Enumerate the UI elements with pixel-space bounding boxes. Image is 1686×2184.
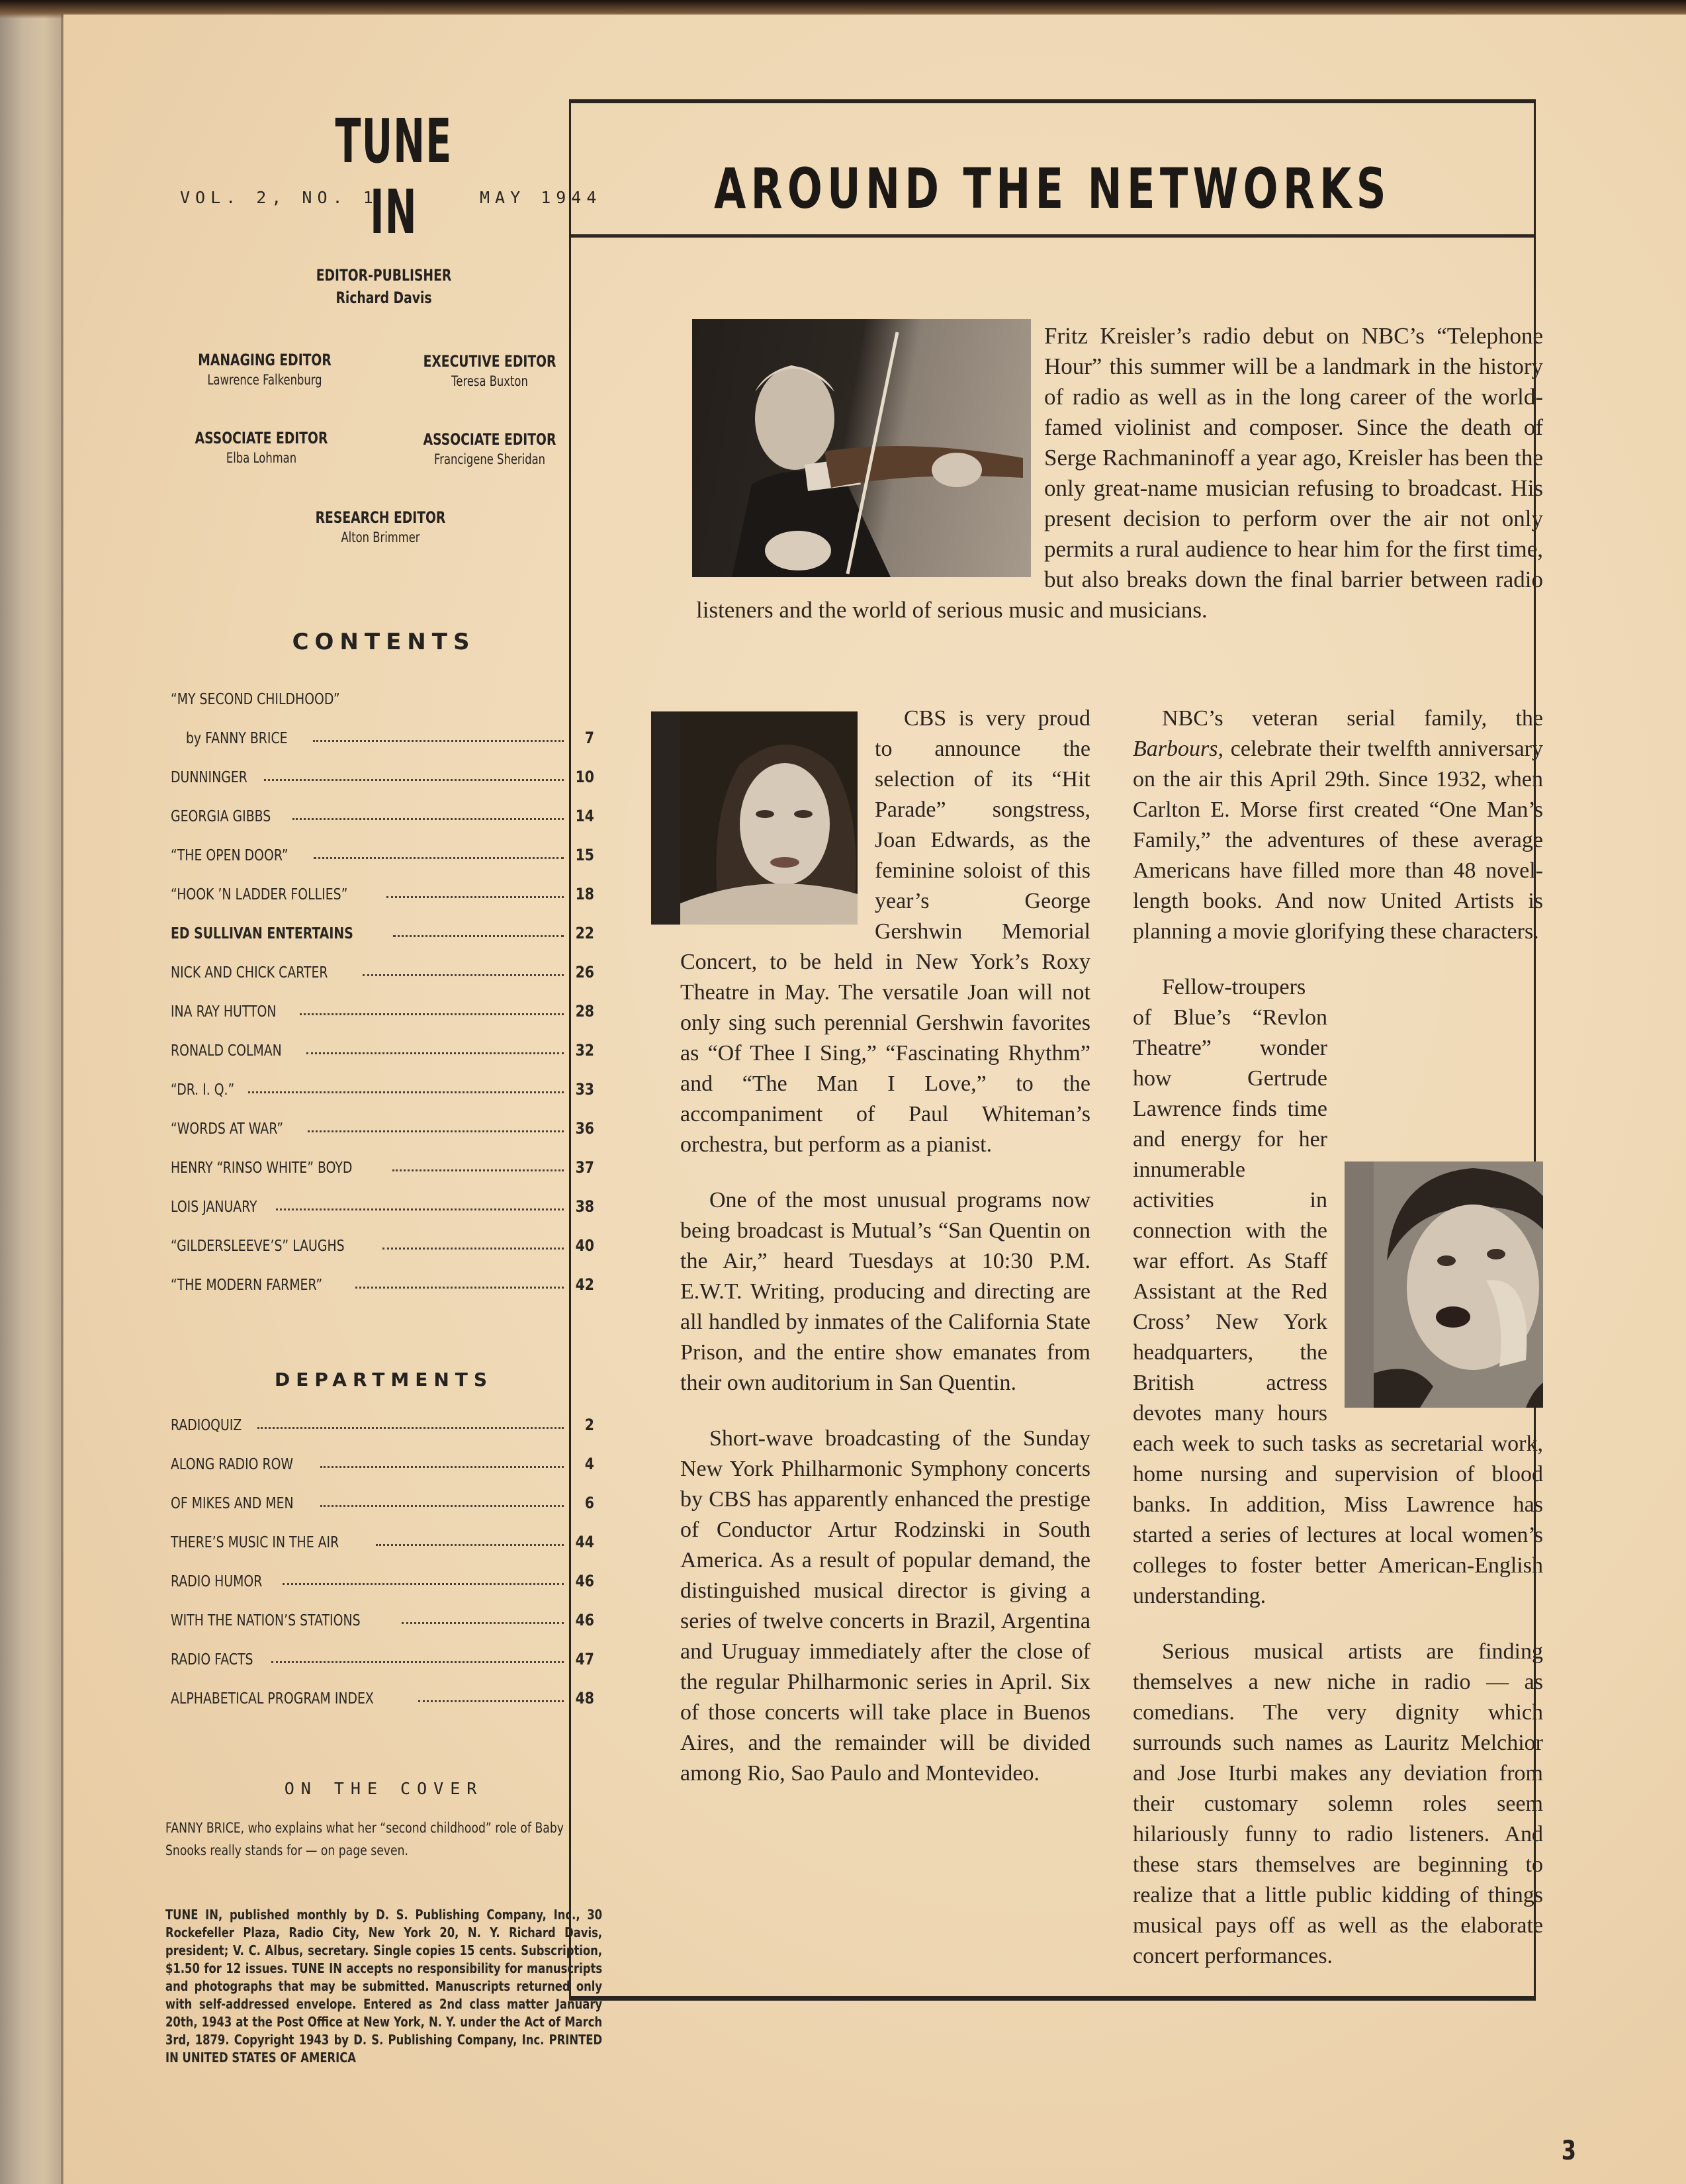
toc-entry-title: DUNNINGER xyxy=(171,769,247,786)
gertrude-lawrence-photo xyxy=(1345,1161,1543,1408)
toc-entry-title: RADIOQUIZ xyxy=(171,1417,242,1434)
toc-page-number: 32 xyxy=(575,1041,594,1060)
toc-entry[interactable] xyxy=(171,1512,594,1551)
toc-entry[interactable] xyxy=(171,864,594,903)
toc-entry-title: by FANNY BRICE xyxy=(185,730,288,747)
toc-entry[interactable] xyxy=(171,1177,594,1216)
toc-page-number: 46 xyxy=(575,1572,594,1590)
toc-leader-dots xyxy=(313,740,564,742)
portrait-illustration xyxy=(680,711,858,925)
publication-imprint: TUNE IN, published monthly by D. S. Publishing Company, Inc., 30 Rockefeller Plaza, Radio City, New York 20, N. Y. Richard Davis, president; V. C. Albus, secretary. Single copies 15 cents. Subscription, $1.50 for 12 issues. TUNE IN accepts no responsibility for manuscripts and photographs that may be submitted. Manuscripts returned only with self-addressed envelope. Entered as 2nd class matter January 20th, 1943 at the Post Office at New York, N. Y. under the Act of March 3rd, 1879. Copyright 1943 by D. S. Publishing Company, Inc. PRINTED IN UNITED STATES OF AMERICA xyxy=(165,1907,603,2066)
barbours-rest: celebrate their twelfth anniversary on the air this April 29th. Since 1932, when Carlton E. Morse first created “One Man’s Family,” the adventures of these average Americans have filled more than 48 novel-length books. And now United Artists is planning a movie glorifying these characters. xyxy=(1133,737,1543,944)
toc-page-number: 18 xyxy=(575,885,594,903)
barbours-italic: Barbours, xyxy=(1133,737,1223,761)
toc-entry-title: ALPHABETICAL PROGRAM INDEX xyxy=(171,1690,374,1707)
toc-entry-title: “THE MODERN FARMER” xyxy=(171,1277,323,1294)
toc-leader-dots xyxy=(418,1700,564,1702)
san-quentin-paragraph: One of the most unusual programs now being broadcast is Mutual’s “San Quentin on the Air,” heard Tuesdays at 10:30 P.M. E.W.T. Writing, producing and directing are all handled by inmates of the California State Prison, and the entire show emanates from their own auditorium in San Quentin. xyxy=(680,1188,1090,1395)
toc-entry[interactable] xyxy=(171,825,594,864)
editor-publisher-role: EDITOR-PUBLISHER xyxy=(316,266,452,285)
kreisler-lead-paragraph xyxy=(696,321,1543,625)
associate-editor-1-role: ASSOCIATE EDITOR xyxy=(195,429,328,447)
toc-leader-dots xyxy=(314,857,564,859)
toc-page-number: 37 xyxy=(575,1158,594,1177)
toc-entry-title: “GILDERSLEEVE’S” LAUGHS xyxy=(171,1238,345,1255)
toc-page-number: 22 xyxy=(575,924,594,942)
toc-leader-dots xyxy=(283,1583,564,1585)
toc-leader-dots xyxy=(393,935,564,937)
toc-entry-title: GEORGIA GIBBS xyxy=(171,808,271,825)
managing-editor-role: MANAGING EDITOR xyxy=(198,351,332,369)
toc-leader-dots xyxy=(276,1208,564,1210)
toc-entry[interactable] xyxy=(171,1473,594,1512)
toc-leader-dots xyxy=(292,818,564,820)
toc-page-number: 42 xyxy=(575,1275,594,1294)
toc-leader-dots xyxy=(257,1427,564,1429)
toc-entry-title: INA RAY HUTTON xyxy=(171,1003,277,1021)
article-heading: AROUND THE NETWORKS xyxy=(714,156,1391,221)
toc-page-number: 36 xyxy=(575,1119,594,1138)
serious-artists-paragraph: Serious musical artists are finding themselves a new niche in radio — as comedians. The very dignity which surrounds such names as Lauritz Melchior and Jose Iturbi makes any deviation from their customary solemn roles seem hilariously funny to radio listeners. And these stars themselves are beginning to realize that a little public kidding of things musical pays off as well as the elaborate concert performances. xyxy=(1133,1639,1543,1968)
article-left-column xyxy=(680,704,1090,1814)
toc-leader-dots xyxy=(264,779,564,781)
toc-page-number: 44 xyxy=(575,1533,594,1551)
joan-edwards-photo xyxy=(651,711,858,925)
toc-leader-dots xyxy=(363,974,564,976)
toc-entry-title: RADIO HUMOR xyxy=(171,1573,263,1590)
toc-leader-dots xyxy=(392,1169,564,1171)
managing-editor-name: Lawrence Falkenburg xyxy=(207,372,322,388)
toc-entry-title: “HOOK ’N LADDER FOLLIES” xyxy=(171,886,348,903)
toc-leader-dots xyxy=(306,1052,564,1054)
toc-entry-title: ALONG RADIO ROW xyxy=(171,1456,294,1473)
toc-entry-title: ED SULLIVAN ENTERTAINS xyxy=(171,925,353,942)
toc-entry-title: THERE’S MUSIC IN THE AIR xyxy=(171,1534,339,1551)
on-the-cover-heading: ON THE COVER xyxy=(284,1779,484,1798)
toc-leader-dots xyxy=(382,1248,564,1250)
toc-entry[interactable] xyxy=(171,747,594,786)
toc-page-number: 26 xyxy=(575,963,594,981)
toc-entry[interactable] xyxy=(171,1138,594,1177)
toc-page-number: 4 xyxy=(584,1455,594,1473)
toc-entry[interactable] xyxy=(171,1021,594,1060)
associate-editor-1-name: Elba Lohman xyxy=(226,450,297,466)
executive-editor-name: Teresa Buxton xyxy=(451,373,528,389)
lead-text: Fritz Kreisler’s radio debut on NBC’s “Telephone Hour” this summer will be a landmark in the history of radio as well as in the long career of the world-famed violinist and composer. Since the death of Serge Rachmaninoff a year ago, Kreisler has been the only great-name musician refusing to broadcast. His present decision to perform over the air not only permits a rural audience to hear him for the first time, but also breaks down the final barrier between radio listeners and the world of serious music and musicians. xyxy=(696,323,1543,623)
heading-rule xyxy=(571,234,1534,238)
toc-page-number: 7 xyxy=(584,729,594,747)
magazine-binding xyxy=(0,0,63,2184)
toc-entry-title: WITH THE NATION’S STATIONS xyxy=(171,1612,361,1629)
toc-leader-dots xyxy=(320,1466,564,1468)
toc-leader-dots xyxy=(308,1130,564,1132)
toc-page-number: 28 xyxy=(575,1002,594,1021)
toc-page-number: 6 xyxy=(584,1494,594,1512)
toc-entry-title: “DR. I. Q.” xyxy=(171,1081,235,1099)
cbs-paragraph-text: CBS is very proud to announce the selection of its “Hit Parade” songstress, Joan Edwards, as the feminine soloist of this year’s George Gershwin Memorial Concert, to be held in New York’s Roxy Theatre in May. The versatile Joan will not only sing such perennial Gershwin favorites as “Of Thee I Sing,” “Fascinating Rhythm” and “The Man I Love,” to the accompaniment of Paul Whiteman’s orchestra, but perform as a pianist. xyxy=(680,706,1090,1157)
toc-entry-title: “THE OPEN DOOR” xyxy=(171,847,288,864)
associate-editor-2-name: Francigene Sheridan xyxy=(433,451,546,467)
toc-entry[interactable] xyxy=(171,1099,594,1138)
toc-entry-title: NICK AND CHICK CARTER xyxy=(171,964,328,981)
toc-entry[interactable] xyxy=(171,1395,594,1434)
gertrude-lawrence-paragraph xyxy=(1133,972,1543,1612)
masthead-title: TUNE IN xyxy=(335,106,453,248)
toc-entry[interactable] xyxy=(171,942,594,981)
portrait-illustration xyxy=(1374,1161,1543,1408)
toc-leader-dots xyxy=(376,1544,564,1546)
research-editor-name: Alton Brimmer xyxy=(341,529,420,545)
toc-entry-title-text: “MY SECOND CHILDHOOD” xyxy=(171,691,340,708)
toc-page-number: 47 xyxy=(575,1650,594,1668)
toc-entry-title: RADIO FACTS xyxy=(171,1651,253,1668)
toc-entry[interactable] xyxy=(171,1668,594,1707)
toc-entry[interactable] xyxy=(171,708,594,747)
toc-entry-title: RONALD COLMAN xyxy=(171,1042,282,1060)
toc-page-number: 14 xyxy=(575,807,594,825)
barbours-prefix: NBC’s veteran serial family, the xyxy=(1162,706,1543,731)
executive-editor-role: EXECUTIVE EDITOR xyxy=(423,352,556,371)
toc-page-number: 2 xyxy=(584,1416,594,1434)
cbs-joan-edwards-paragraph xyxy=(680,704,1090,1160)
photo-spacer xyxy=(696,321,1044,586)
toc-leader-dots xyxy=(402,1622,564,1624)
lawrence-paragraph-text: Fellow-troupers of Blue’s “Revlon Theatre” wonder how Gertrude Lawrence finds time and energy for her innumerable activities in connection with the war effort. As Staff Assistant at the Red Cross’ New York headquarters, the British actress devotes many hours each week to such tasks as secretarial work, home nursing and supervision of blood banks. In addition, Miss Lawrence has started a series of lectures at local women’s colleges to foster better American-English understanding. xyxy=(1133,975,1543,1608)
toc-entry[interactable] xyxy=(171,1060,594,1099)
contents-heading: CONTENTS xyxy=(292,629,476,655)
toc-page-number: 15 xyxy=(575,846,594,864)
toc-entry[interactable] xyxy=(171,1629,594,1668)
toc-entry[interactable] xyxy=(171,981,594,1021)
toc-page-number: 48 xyxy=(575,1689,594,1707)
toc-leader-dots xyxy=(355,1287,564,1289)
toc-page-number: 46 xyxy=(575,1611,594,1629)
toc-entry-title xyxy=(171,682,594,708)
toc-entry[interactable] xyxy=(171,786,594,825)
toc-entry-title: HENRY “RINSO WHITE” BOYD xyxy=(171,1160,353,1177)
toc-leader-dots xyxy=(320,1505,564,1507)
toc-entry-title: “WORDS AT WAR” xyxy=(171,1120,284,1138)
toc-entry[interactable] xyxy=(171,1216,594,1255)
toc-entry[interactable] xyxy=(171,1551,594,1590)
toc-entry[interactable] xyxy=(171,1255,594,1294)
volume-number: VOL. 2, NO. 1 xyxy=(180,188,378,207)
issue-date: MAY 1944 xyxy=(480,188,602,207)
page-number: 3 xyxy=(1561,2136,1577,2166)
article-right-column xyxy=(1133,704,1543,1997)
research-editor-role: RESEARCH EDITOR xyxy=(315,508,446,527)
toc-page-number: 38 xyxy=(575,1197,594,1216)
philharmonic-paragraph: Short-wave broadcasting of the Sunday New York Philharmonic Symphony concerts by CBS has apparently enhanced the prestige of Conductor Artur Rodzinski in South America. As a result of popular demand, the distinguished musical director is giving a series of twelve concerts in Brazil, Argentina and Uruguay immediately after the close of the regular Philharmonic series in April. Six of those concerts will take place in Buenos Aires, and the remainder will be divided among Rio, Sao Paulo and Montevideo. xyxy=(680,1426,1090,1786)
contents-list xyxy=(171,682,594,1294)
toc-leader-dots xyxy=(248,1091,564,1093)
toc-entry[interactable] xyxy=(171,1590,594,1629)
cover-description: FANNY BRICE, who explains what her “second childhood” role of Baby Snooks really stands for — on page seven. xyxy=(165,1820,564,1858)
toc-page-number: 10 xyxy=(575,768,594,786)
toc-entry-title: LOIS JANUARY xyxy=(171,1199,257,1216)
departments-heading: DEPARTMENTS xyxy=(274,1369,494,1390)
toc-leader-dots xyxy=(300,1013,564,1015)
toc-leader-dots xyxy=(271,1661,564,1663)
toc-page-number: 33 xyxy=(575,1080,594,1099)
departments-list xyxy=(171,1395,594,1707)
toc-page-number: 40 xyxy=(575,1236,594,1255)
toc-entry[interactable] xyxy=(171,903,594,942)
toc-entry[interactable] xyxy=(171,1434,594,1473)
toc-entry-title: OF MIKES AND MEN xyxy=(171,1495,294,1512)
associate-editor-2-role: ASSOCIATE EDITOR xyxy=(423,430,556,449)
barbours-paragraph xyxy=(1133,704,1543,947)
toc-leader-dots xyxy=(386,896,564,898)
editor-publisher-name: Richard Davis xyxy=(335,289,432,307)
